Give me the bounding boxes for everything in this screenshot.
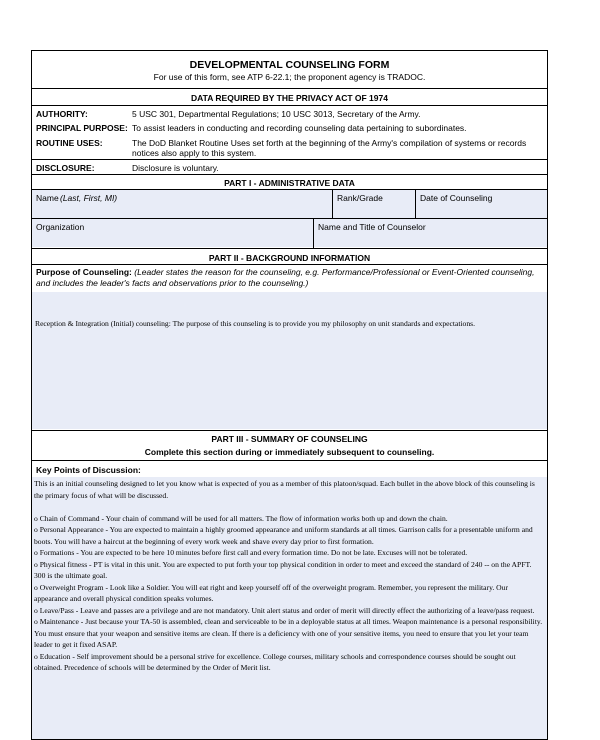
counseling-form (31, 50, 548, 740)
principal-purpose-label: PRINCIPAL PURPOSE: (36, 123, 128, 133)
discussion-paragraph: o Leave/Pass - Leave and passes are a privilege and are not mandatory. Unit alert status and order of merit will directly effect the authorizing of a leave/pass request. (34, 605, 535, 615)
organization-field[interactable] (32, 219, 313, 247)
rank-grade-label: Rank/Grade (337, 193, 383, 203)
discussion-paragraph: o Education - Self improvement should be a personal strive for excellence. College courses, military schools and correspondence courses should be sought out obtained. Precedence of schools will be determined by the Order of Merit list. (34, 651, 516, 672)
organization-label: Organization (36, 222, 85, 232)
counselor-field[interactable] (314, 219, 547, 247)
discussion-paragraph: This is an initial counseling designed to let you know what is expected of you as a member of this platoon/squad. Each bullet in the above block of this counseling is the primary focus of what will be discussed. (34, 479, 535, 500)
part3-heading: PART III - SUMMARY OF COUNSELING (211, 434, 368, 444)
form-header (32, 59, 547, 82)
form-title: DEVELOPMENTAL COUNSELING FORM (189, 59, 390, 71)
authority-label: AUTHORITY: (36, 109, 88, 119)
part2-heading: PART II - BACKGROUND INFORMATION (208, 253, 371, 263)
discussion-paragraph: o Maintenance - Just because your TA-50 is assembled, clean and serviceable to be in a deployable status at all times. Weapon maintenance is a personal responsibility. You must ensure that your weapon and sensitive items are clean. If there is a deficiency with one of your sensitive items, you need to ensure that you let your team leader to get it fixed ASAP. (34, 617, 543, 649)
name-label: Name (36, 193, 59, 203)
purpose-label: Purpose of Counseling: (36, 267, 132, 277)
disclosure-text: Disclosure is voluntary. (132, 163, 219, 173)
principal-purpose-text: To assist leaders in conducting and recording counseling data pertaining to subordinates. (132, 123, 467, 133)
purpose-textarea[interactable] (32, 292, 547, 429)
form-subtitle: For use of this form, see ATP 6-22.1; the proponent agency is TRADOC. (153, 72, 426, 82)
part3-subheading: Complete this section during or immediately subsequent to counseling. (144, 447, 435, 457)
discussion-paragraph: o Chain of Command - Your chain of command will be used for all matters. The flow of information works both up and down the chain. (34, 513, 448, 523)
purpose-hint: (Leader states the reason for the counseling, e.g. Performance/Professional or Event-Oriented counseling, and includes the leader's facts and observations prior to the counseling.) (36, 267, 535, 288)
discussion-paragraph: o Physical fitness - PT is vital in this unit. You are expected to put forth your top physical condition in order to meet and exceed the standard of 240 -- on the APFT. 300 is the ultimate goal. (34, 559, 532, 580)
discussion-paragraph: o Formations - You are expected to be here 10 minutes before first call and every formation time. Do not be late. Excuses will not be tolerated. (34, 548, 468, 557)
name-hint: (Last, First, MI) (60, 193, 118, 203)
rank-grade-field[interactable] (333, 190, 415, 218)
disclosure-label: DISCLOSURE: (36, 163, 95, 173)
purpose-of-counseling (32, 267, 547, 289)
date-of-counseling-label: Date of Counseling (420, 193, 493, 203)
discussion-paragraph: o Overweight Program - Look like a Soldier. You will eat right and keep yourself off of the overweight program. Remember, you represent the military. Our appearance and overall physical condition speaks volumes. (34, 582, 508, 603)
purpose-value: Reception & Integration (Initial) counseling: The purpose of this counseling is to provide you my philosophy on unit standards and expectations. (35, 319, 476, 328)
part1-heading: PART I - ADMINISTRATIVE DATA (224, 178, 355, 188)
key-points-label: Key Points of Discussion: (36, 465, 141, 475)
key-points-textarea[interactable] (32, 477, 547, 739)
authority-text: 5 USC 301, Departmental Regulations; 10 USC 3013, Secretary of the Army. (132, 109, 421, 119)
privacy-heading: DATA REQUIRED BY THE PRIVACY ACT OF 1974 (191, 93, 388, 103)
discussion-paragraph: o Personal Appearance - You are expected to maintain a highly groomed appearance and uniform standards at all times. Garrison calls for a presentable uniform and boots. You will have a haircut at the beginning of every work week and shave every day prior to first formation. (34, 525, 533, 546)
name-field[interactable] (32, 190, 332, 218)
routine-uses-text: The DoD Blanket Routine Uses set forth at the beginning of the Army's compilation of systems or records notices also apply to this system. (132, 138, 527, 158)
counselor-label: Name and Title of Counselor (318, 222, 426, 232)
date-of-counseling-field[interactable] (416, 190, 547, 218)
routine-uses-label: ROUTINE USES: (36, 138, 103, 148)
